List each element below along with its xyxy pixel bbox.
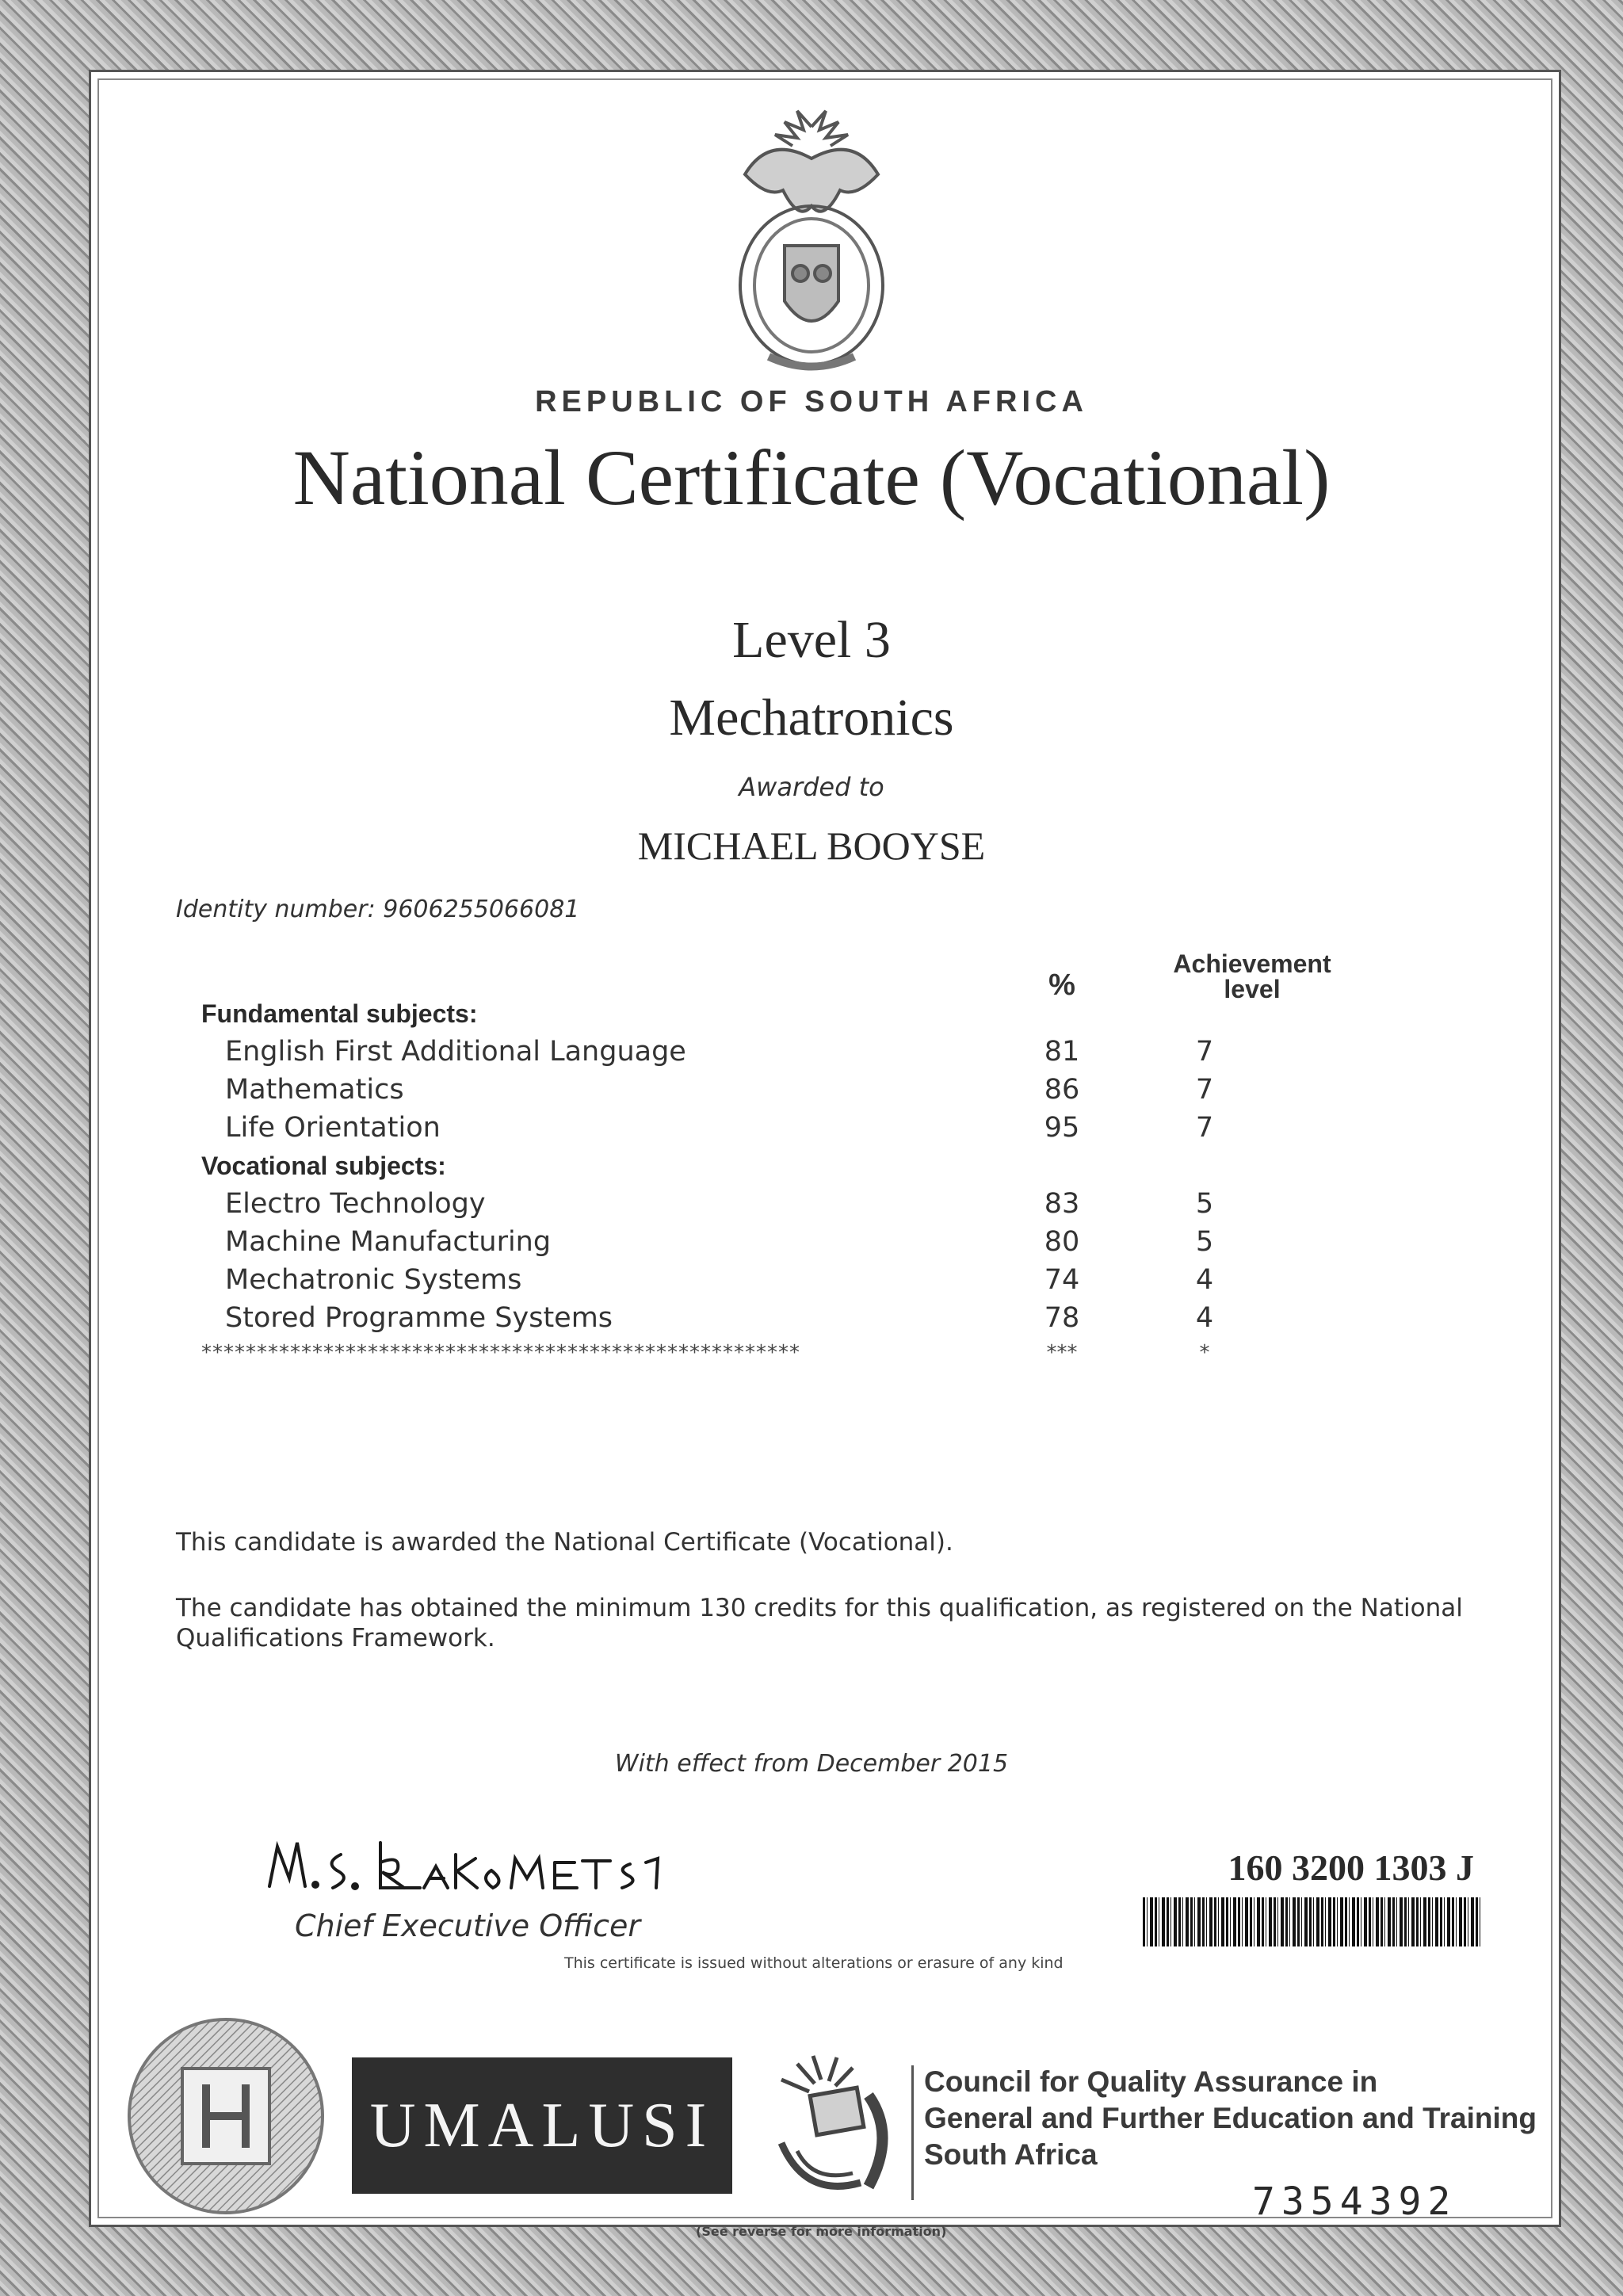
- terminator-percent: ***: [1046, 1341, 1078, 1365]
- identity-number: Identity number: 9606255066081: [176, 896, 580, 923]
- achievement-header-line2: level: [1224, 975, 1281, 1003]
- table-row: [201, 1185, 1390, 1223]
- subject-name: Mathematics: [225, 1074, 404, 1106]
- umalusi-brand: UMALUSI: [352, 2057, 732, 2194]
- subject-level: 5: [1195, 1188, 1214, 1220]
- table-row: [201, 1299, 1390, 1337]
- subject-name: Mechatronic Systems: [225, 1264, 522, 1296]
- umalusi-logo-icon: [766, 2048, 900, 2206]
- council-line1: Council for Quality Assurance in: [924, 2065, 1378, 2098]
- council-divider: [911, 2065, 914, 2200]
- terminator-line: ******************************************************: [201, 1341, 800, 1365]
- see-reverse-note: (See reverse for more information): [696, 2224, 947, 2239]
- ceo-title: Chief Executive Officer: [295, 1908, 641, 1943]
- subject-level: 7: [1195, 1074, 1214, 1106]
- subject-name: Electro Technology: [225, 1188, 486, 1220]
- council-name: [924, 2064, 1537, 2173]
- certificate-number: 160 3200 1303 J: [1228, 1847, 1474, 1888]
- table-row: [201, 1261, 1390, 1299]
- subject-percent: 78: [1044, 1302, 1080, 1334]
- subject-name: Life Orientation: [225, 1112, 441, 1144]
- table-terminator-row: [201, 1337, 1390, 1369]
- results-table: [201, 995, 1390, 1369]
- hologram-seal-icon: [119, 2013, 333, 2219]
- serial-number: 7354392: [1252, 2179, 1457, 2224]
- subject-percent: 86: [1044, 1074, 1080, 1106]
- subject-level: 4: [1195, 1302, 1214, 1334]
- subject-percent: 83: [1044, 1188, 1080, 1220]
- subject-name: Stored Programme Systems: [225, 1302, 613, 1334]
- terminator-level: *: [1199, 1341, 1210, 1365]
- issued-note: This certificate is issued without alterations or erasure of any kind: [564, 1954, 1064, 1972]
- table-row: [201, 1071, 1390, 1109]
- awarded-to-label: Awarded to: [739, 772, 884, 802]
- effective-date: With effect from December 2015: [614, 1750, 1009, 1778]
- qualification-level: Level 3: [732, 611, 891, 669]
- subject-level: 5: [1195, 1226, 1214, 1258]
- subject-name: Machine Manufacturing: [225, 1226, 552, 1258]
- group-title-vocational: Vocational subjects:: [201, 1152, 446, 1180]
- subject-percent: 95: [1044, 1112, 1080, 1144]
- achievement-header-line1: Achievement: [1173, 949, 1331, 978]
- subject-percent: 74: [1044, 1264, 1080, 1296]
- council-line2: General and Further Education and Training: [924, 2102, 1537, 2134]
- qualification-name: Mechatronics: [669, 689, 954, 747]
- group-title-fundamental: Fundamental subjects:: [201, 999, 478, 1028]
- ceo-signature: [262, 1831, 674, 1902]
- certificate-title: National Certificate (Vocational): [292, 434, 1331, 521]
- subject-level: 4: [1195, 1264, 1214, 1296]
- table-row: [201, 1223, 1390, 1261]
- recipient-name: MICHAEL BOOYSE: [637, 823, 986, 868]
- subject-name: English First Additional Language: [225, 1036, 686, 1068]
- subject-level: 7: [1195, 1036, 1214, 1068]
- barcode-icon: [1143, 1897, 1480, 1946]
- table-row: [201, 1109, 1390, 1147]
- award-statement: This candidate is awarded the National Certificate (Vocational).: [176, 1528, 953, 1557]
- percent-column-header: %: [1048, 968, 1075, 1002]
- credits-statement: The candidate has obtained the minimum 130 credits for this qualification, as registered on the National Qualifications Framework.: [176, 1594, 1463, 1652]
- subject-percent: 80: [1044, 1226, 1080, 1258]
- coat-of-arms-icon: [721, 103, 902, 380]
- country-name: REPUBLIC OF SOUTH AFRICA: [535, 385, 1088, 418]
- subject-level: 7: [1195, 1112, 1214, 1144]
- subject-percent: 81: [1044, 1036, 1080, 1068]
- table-row: [201, 1033, 1390, 1071]
- council-line3: South Africa: [924, 2138, 1098, 2171]
